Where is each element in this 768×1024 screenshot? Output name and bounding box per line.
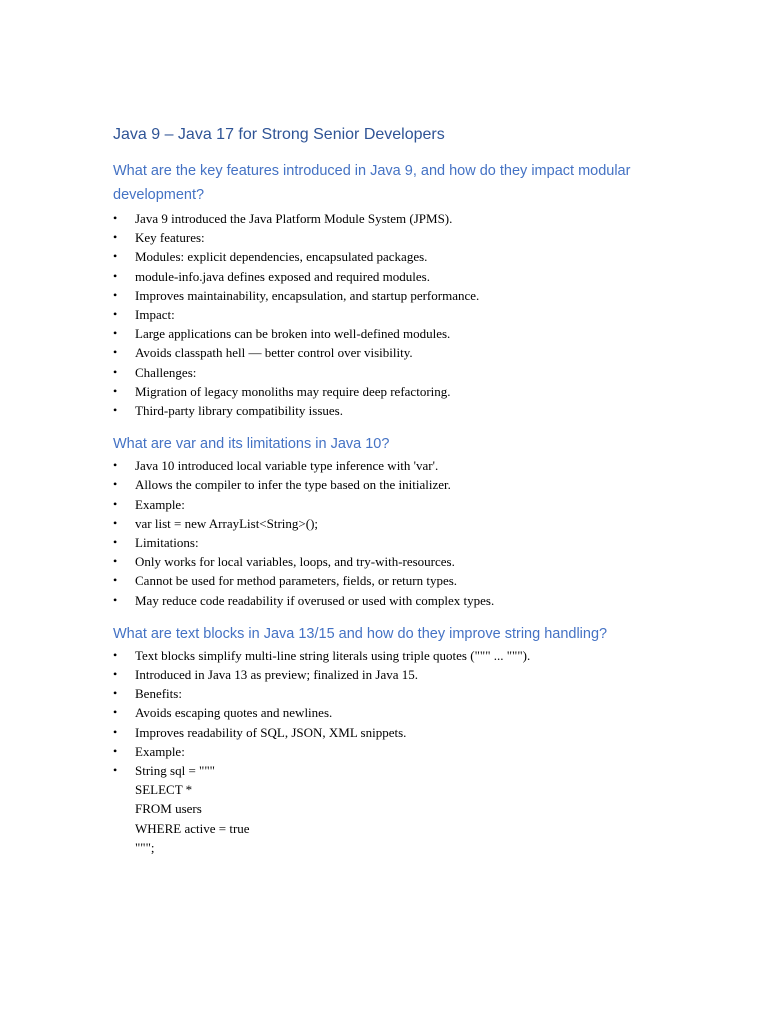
bullet-icon: •: [113, 230, 118, 245]
list-item-text: Third-party library compatibility issues.: [135, 403, 343, 419]
bullet-icon: •: [113, 364, 118, 379]
list-item: [113, 514, 713, 533]
list-item: [113, 456, 713, 475]
list-item-text: Improves maintainability, encapsulation, and startup performance.: [135, 287, 480, 303]
list-item-text: Key features:: [135, 230, 205, 246]
bullet-list: [113, 646, 713, 857]
section-text-blocks: [113, 622, 713, 857]
list-item: [113, 401, 713, 420]
list-item: [113, 267, 713, 286]
section-heading: What are text blocks in Java 13/15 and how do they improve string handling?: [113, 625, 608, 642]
bullet-icon: •: [113, 554, 118, 569]
bullet-icon: •: [113, 287, 118, 302]
bullet-icon: •: [113, 515, 118, 530]
list-item: [113, 363, 713, 382]
list-item: [113, 742, 713, 761]
bullet-icon: •: [113, 477, 118, 492]
bullet-icon: •: [113, 705, 118, 720]
bullet-icon: •: [113, 724, 118, 739]
bullet-icon: •: [113, 268, 118, 283]
bullet-icon: •: [113, 345, 118, 360]
list-item: [113, 343, 713, 362]
list-item-text: Allows the compiler to infer the type based on the initializer.: [135, 477, 451, 493]
section-heading: What are var and its limitations in Java 10?: [113, 436, 390, 453]
bullet-icon: •: [113, 573, 118, 588]
list-item-text: Avoids escaping quotes and newlines.: [135, 705, 333, 721]
list-item: [113, 684, 713, 703]
bullet-icon: •: [113, 647, 118, 662]
list-item-text: Modules: explicit dependencies, encapsulated packages.: [135, 249, 428, 265]
list-item: [113, 495, 713, 514]
list-item-text: May reduce code readability if overused or used with complex types.: [135, 592, 495, 608]
list-item-text: Example:: [135, 496, 185, 512]
list-item: [113, 533, 713, 552]
list-item-text: Text blocks simplify multi-line string literals using triple quotes (""" ... """).: [135, 647, 531, 663]
list-item: [113, 571, 713, 590]
bullet-icon: •: [113, 326, 118, 341]
bullet-icon: •: [113, 383, 118, 398]
list-item-text: Benefits:: [135, 686, 182, 702]
section-java10: [113, 432, 713, 610]
list-item: [113, 646, 713, 665]
list-item-text: String sql = """ SELECT * FROM users WHERE active = true """;: [135, 763, 250, 855]
list-item-text: Java 9 introduced the Java Platform Module System (JPMS).: [135, 211, 453, 226]
list-item-text: Impact:: [135, 307, 175, 323]
list-item: [113, 324, 713, 343]
bullet-icon: •: [113, 458, 118, 473]
list-item: [113, 703, 713, 722]
list-item: [113, 286, 713, 305]
document-title: Java 9 – Java 17 for Strong Senior Developers: [113, 126, 445, 143]
list-item: [113, 382, 713, 401]
bullet-list: [113, 456, 713, 610]
list-item: [113, 665, 713, 684]
bullet-icon: •: [113, 743, 118, 758]
document-content: [113, 124, 713, 869]
bullet-icon: •: [113, 496, 118, 511]
list-item-text: Challenges:: [135, 364, 197, 380]
section-java9: [113, 159, 713, 420]
bullet-icon: •: [113, 249, 118, 264]
bullet-icon: •: [113, 763, 118, 778]
list-item-text: Java 10 introduced local variable type inference with 'var'.: [135, 458, 439, 474]
list-item: [113, 209, 713, 228]
list-item-text: Avoids classpath hell — better control over visibility.: [135, 345, 413, 361]
bullet-icon: •: [113, 535, 118, 550]
list-item: [113, 305, 713, 324]
list-item: [113, 591, 713, 610]
bullet-icon: •: [113, 403, 118, 418]
list-item-text: Example:: [135, 743, 185, 759]
list-item-text: Large applications can be broken into well-defined modules.: [135, 326, 451, 342]
list-item-text: Cannot be used for method parameters, fields, or return types.: [135, 573, 458, 589]
list-item-text: module-info.java defines exposed and required modules.: [135, 268, 430, 284]
bullet-icon: •: [113, 592, 118, 607]
list-item: [113, 761, 713, 857]
list-item-text: Only works for local variables, loops, and try-with-resources.: [135, 554, 455, 570]
bullet-icon: •: [113, 686, 118, 701]
list-item-text: Migration of legacy monoliths may require deep refactoring.: [135, 383, 451, 399]
bullet-icon: •: [113, 667, 118, 682]
list-item: [113, 723, 713, 742]
bullet-icon: •: [113, 211, 118, 225]
list-item-text: Improves readability of SQL, JSON, XML snippets.: [135, 724, 407, 740]
list-item: [113, 247, 713, 266]
list-item-text: var list = new ArrayList<String>();: [135, 515, 319, 531]
bullet-icon: •: [113, 307, 118, 322]
section-heading: What are the key features introduced in Java 9, and how do they impact modular development?: [113, 163, 631, 203]
list-item-text: Limitations:: [135, 535, 199, 551]
list-item-text: Introduced in Java 13 as preview; finalized in Java 15.: [135, 667, 419, 683]
list-item: [113, 552, 713, 571]
list-item: [113, 228, 713, 247]
list-item: [113, 475, 713, 494]
bullet-list: [113, 209, 713, 420]
